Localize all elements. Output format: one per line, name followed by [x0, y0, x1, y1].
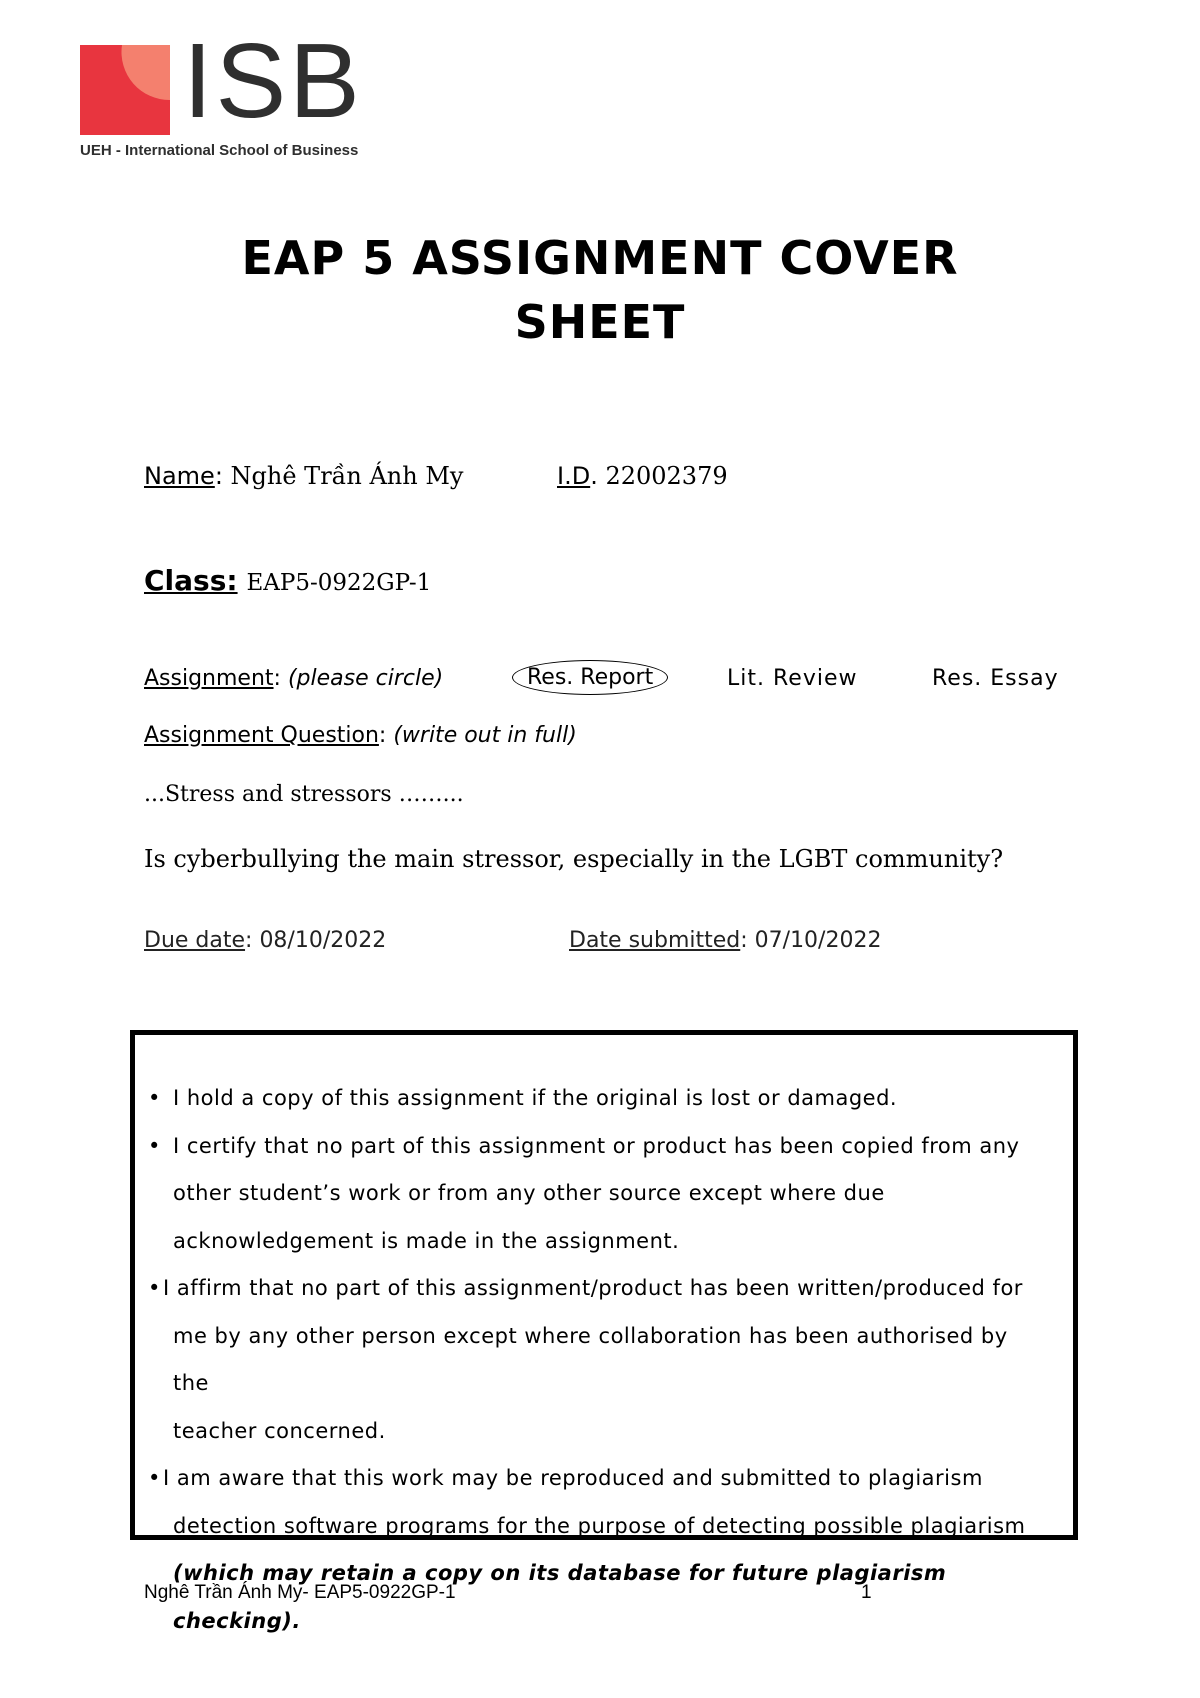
declaration-item-affirm — [145, 1265, 1045, 1455]
declaration-item-2-line-2: other student’s work or from any other source except where due — [173, 1181, 885, 1205]
question-hint: (write out in full) — [393, 723, 577, 748]
declaration-item-4-line-2: detection software programs for the purpose of detecting possible plagiarism — [173, 1513, 1026, 1538]
declaration-item-3-line-1: • I affirm that no part of this assignment/product has been written/produced for — [163, 1276, 1023, 1300]
assignment-colon: : — [273, 666, 288, 691]
name-label: Name — [144, 462, 215, 490]
declaration-item-certify — [145, 1123, 1045, 1266]
name-colon: : — [214, 462, 231, 490]
isb-logo — [80, 22, 380, 170]
due-date-label: Due date — [144, 928, 246, 953]
logo-wordmark: ISB — [183, 22, 363, 140]
declaration-item-copy — [145, 1075, 1045, 1123]
declaration-item-4-line-3: (which may retain a copy on its database for future plagiarism checking). — [173, 1561, 947, 1633]
id-label: I.D — [557, 462, 591, 490]
declaration-item-2-line-3: acknowledgement is made in the assignment. — [173, 1228, 680, 1253]
name-value: Nghê Trần Ánh My — [230, 462, 464, 490]
declaration-item-3-line-2: me by any other person except where collaboration has been authorised by the — [173, 1323, 1008, 1395]
assignment-option-lit-review[interactable]: Lit. Review — [727, 666, 858, 691]
name-row — [144, 462, 463, 490]
isb-logo-mark — [80, 45, 170, 135]
submitted-date-colon: : — [740, 928, 755, 953]
submitted-date-value: 07/10/2022 — [754, 928, 882, 953]
assignment-row — [144, 666, 443, 691]
question-topic: ...Stress and stressors ……... — [144, 782, 464, 807]
assignment-option-res-report-circled[interactable]: Res. Report — [512, 660, 668, 695]
due-date-value: 08/10/2022 — [259, 928, 387, 953]
assignment-hint: (please circle) — [287, 666, 444, 691]
declaration-item-2-line-1: • I certify that no part of this assignment or product has been copied from any — [173, 1133, 1020, 1158]
due-date-row — [144, 928, 386, 953]
page-title — [0, 226, 1200, 354]
title-line-2: SHEET — [514, 295, 686, 349]
submitted-date-row — [569, 928, 881, 953]
id-row — [557, 462, 728, 490]
declaration-item-3-line-3: teacher concerned. — [173, 1418, 386, 1443]
class-value: EAP5-0922GP-1 — [246, 570, 432, 596]
assignment-label: Assignment — [144, 666, 274, 691]
footer-page-number: 1 — [861, 1582, 872, 1603]
submitted-date-label: Date submitted — [569, 928, 741, 953]
class-row — [144, 564, 431, 597]
title-line-1: EAP 5 ASSIGNMENT COVER — [241, 231, 959, 285]
declaration-item-4-line-1: • I am aware that this work may be reproduced and submitted to plagiarism — [163, 1466, 983, 1490]
logo-subtitle: UEH - International School of Business — [80, 142, 359, 159]
declaration-list — [145, 1075, 1045, 1645]
class-label: Class: — [144, 564, 238, 597]
question-text: Is cyberbullying the main stressor, especially in the LGBT community? — [144, 845, 1004, 873]
id-dot: . — [590, 462, 606, 490]
assignment-option-res-essay[interactable]: Res. Essay — [932, 666, 1059, 691]
id-value: 22002379 — [605, 462, 728, 490]
footer-author-class: Nghê Trần Ánh My- EAP5-0922GP-1 — [144, 1582, 456, 1603]
declaration-item-aware — [145, 1455, 1045, 1645]
question-colon: : — [378, 723, 394, 748]
declaration-item-1-text: I hold a copy of this assignment if the original is lost or damaged. — [173, 1086, 898, 1110]
due-date-colon: : — [245, 928, 260, 953]
question-row — [144, 723, 577, 748]
question-label: Assignment Question — [144, 723, 379, 748]
